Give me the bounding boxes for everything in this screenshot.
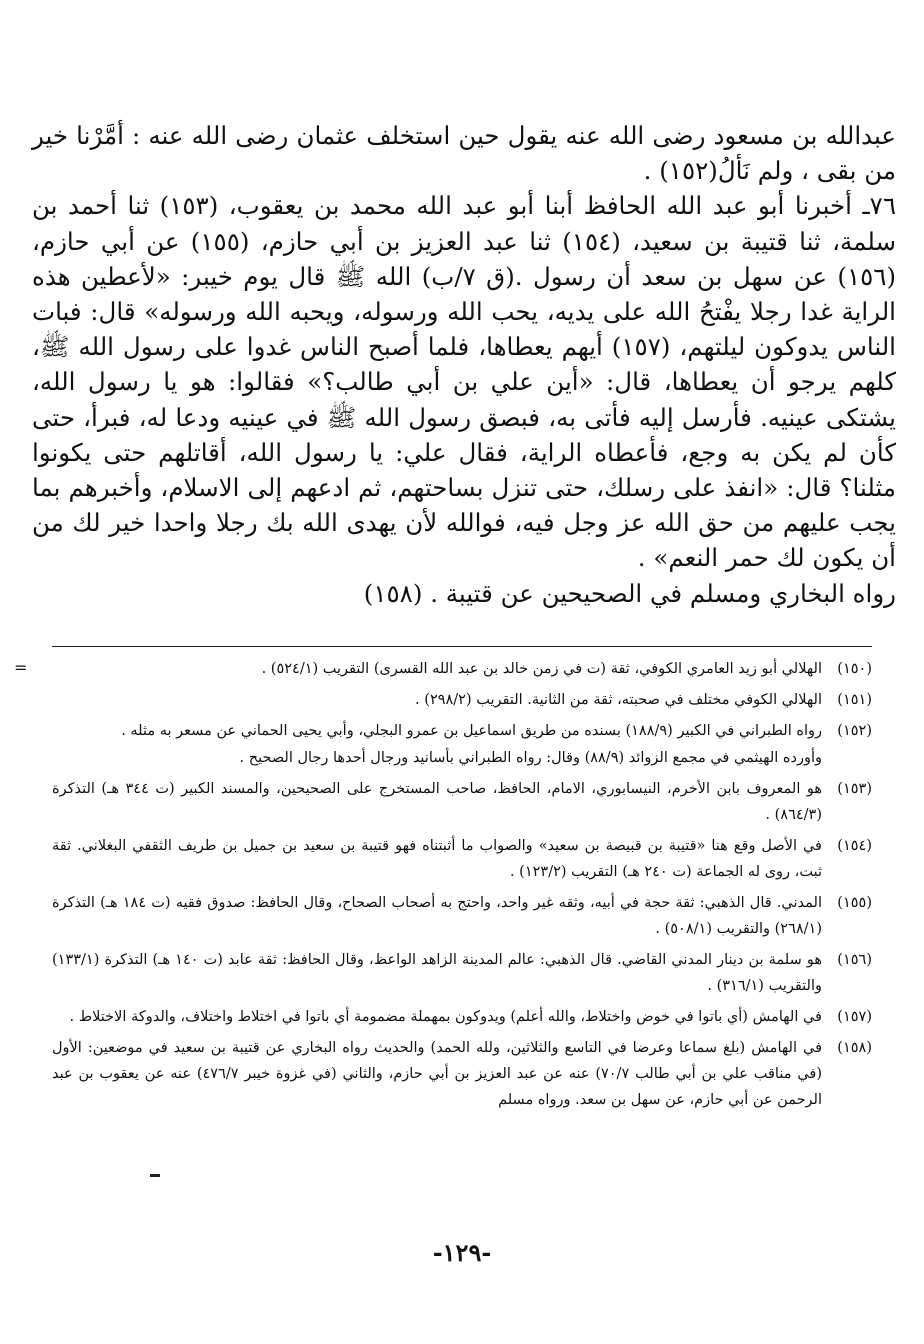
footnote-number: (١٥٨) [837,1040,872,1056]
footnote-154 [52,833,872,885]
footnote-157 [52,1004,872,1030]
footnote-number: (١٥١) [837,692,872,708]
footnote-number: (١٥٥) [837,895,872,911]
continuation-dash [150,1174,160,1177]
footnote-number: (١٥٤) [837,838,872,854]
footnote-separator [52,646,872,647]
footnote-text: في الهامش (بلغ سماعا وعرضا في التاسع والثلاثين، ولله الحمد) والحديث رواه البخاري عن قتيبة بن سعيد في موضعين: الأول (في مناقب علي بن أبي طالب ٧٠/٧) عنه عن عبد العزيز بن أبي حازم، والثاني (في غزوة خيبر ٤٧٦/٧) عنه عن يعقوب بن عبد الرحمن عن أبي حازم، عن سهل بن سعد. ورواه مسلم [52,1040,822,1108]
footnote-text: هو سلمة بن دينار المدني القاضي. قال الذهبي: عالم المدينة الزاهد الواعظ، وقال الحافظ: ثقة عابد (ت ١٤٠ هـ) التذكرة (١٣٣/١) والتقريب (٣١٦/١) . [52,952,822,994]
footnote-subtext: وأورده الهيثمي في مجمع الزوائد (٨٨/٩) وقال: رواه الطبراني بأسانيد ورجال أحدها رجال الصحيح . [239,750,822,766]
paragraph-1: عبدالله بن مسعود رضى الله عنه يقول حين استخلف عثمان رضى الله عنه : أمَّرْنا خير من بقى ، ولم نَألُ(١٥٢) . [32,121,896,186]
footnote-number: (١٥٧) [837,1009,872,1025]
footnote-text: هو المعروف بابن الأخرم، النيسابوري، الامام، الحافظ، صاحب المستخرج على الصحيحين، والمسند الكبير (ت ٣٤٤ هـ) التذكرة (٨٦٤/٣) . [52,781,822,823]
page-number: -١٢٩- [432,1238,492,1267]
footnote-number: (١٥٣) [837,781,872,797]
footnote-158 [52,1035,872,1113]
paragraph-attribution: رواه البخاري ومسلم في الصحيحين عن قتيبة . (١٥٨) [363,578,896,608]
footnote-155 [52,890,872,942]
footnote-number: (١٥٦) [837,952,872,968]
footnote-text: الهلالي أبو زيد العامري الكوفي، ثقة (ت في زمن خالد بن عبد الله القسرى) التقريب (٥٢٤/١) . [261,661,822,677]
footnote-number: (١٥٠) [837,661,872,677]
footnotes [52,656,872,1118]
margin-continuation-mark: = [14,658,28,677]
footnote-text: في الأصل وقع هنا «قتيبة بن قبيصة بن سعيد» والصواب ما أثبتناه فهو قتيبة بن سعيد بن جميل بن طريف الثقفي البغلاني. ثقة ثبت، روى له الجماعة (ت ٢٤٠ هـ) التقريب (١٢٣/٢) . [52,838,822,880]
footnote-150 [52,656,872,682]
hadith-76: ٧٦ـ أخبرنا أبو عبد الله الحافظ أبنا أبو عبد الله محمد بن يعقوب، (١٥٣) ثنا أحمد بن سلمة، ثنا قتيبة بن سعيد، (١٥٤) ثنا عبد العزيز بن أبي حازم، (١٥٥) عن أبي حازم، (١٥٦) عن سهل بن سعد أن رسول .(ق ٧/ب) الله ﷺ قال يوم خيبر: «لأعطين هذه الراية غدا رجلا يفْتحُ الله على يديه، يحب الله ورسوله، ويحبه الله ورسوله» قال: فبات الناس يدوكون ليلتهم، (١٥٧) أيهم يعطاها، فلما أصبح الناس غدوا على رسول الله ﷺ، كلهم يرجو أن يعطاها، قال: «أين علي بن أبي طالب؟» فقالوا: هو يا رسول الله، يشتكى عينيه. فأرسل إليه فأتى به، فبصق رسول الله ﷺ في عينيه ودعا له، فبرأ، حتى كأن لم يكن به وجع، فأعطاه الراية، فقال علي: يا رسول الله، أقاتلهم حتى يكونوا مثلنا؟ قال: «انفذ على رسلك، حتى تنزل بساحتهم، ثم ادعهم إلى الاسلام، وأخبرهم بما يجب عليهم من حق الله عز وجل فيه، فوالله لأن يهدى الله بك رجلا واحدا خير لك من أن يكون لك حمر النعم» . [32,191,897,573]
footnote-text: المدني. قال الذهبي: ثقة حجة في أبيه، وثقه غير واحد، واحتج به أصحاب الصحاح، وقال الحافظ: صدوق فقيه (ت ١٨٤ هـ) التذكرة (٢٦٨/١) والتقريب (٥٠٨/١) . [52,895,822,937]
footnote-text: رواه الطبراني في الكبير (١٨٨/٩) بسنده من طريق اسماعيل بن عمرو البجلي، وأبي يحيى الحماني عن مسعر به مثله . [121,723,822,739]
footnote-156 [52,947,872,999]
footnote-151 [52,687,872,713]
footnote-text: في الهامش (أي باتوا في خوض واختلاط، والله أعلم) ويدوكون بمهملة مضمومة أي باتوا في اختلاط واختلاف، والدوكة الاختلاط . [69,1009,822,1025]
footnote-number: (١٥٢) [837,723,872,739]
footnote-153 [52,776,872,828]
main-text [32,118,896,611]
footnote-152 [52,718,872,771]
footnote-text: الهلالي الكوفي مختلف في صحبته، ثقة من الثانية. التقريب (٢٩٨/٢) . [415,692,822,708]
